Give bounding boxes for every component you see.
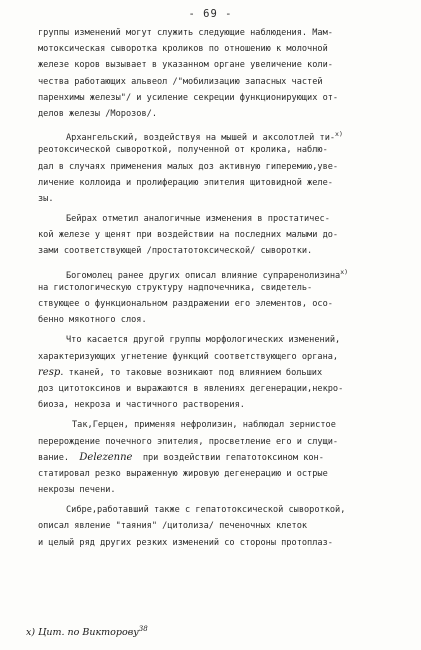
text-line: личение коллоида и пролиферацию эпителия щитовидной желе- <box>38 177 333 188</box>
text-line: Так,Герцен, применяя нефролизин, наблюдал зернистое <box>72 420 336 431</box>
text-line: делов железы /Морозов/. <box>38 108 157 119</box>
footnote-text: х) Цит. по Викторову <box>26 627 139 639</box>
text-line: некрозы печени. <box>38 485 116 496</box>
text-line: дал в случаях применения малых доз активную гиперемию,уве- <box>38 161 339 172</box>
text-line: доз цитотоксинов и выражаются в явлениях дегенерации,некро- <box>38 383 344 394</box>
text-line: зы. <box>38 193 54 204</box>
text-line: биоза, некроза и частичного растворения. <box>38 400 245 411</box>
text-line: бенно мякотного слоя. <box>38 315 147 326</box>
handwritten-resp: resp. <box>38 366 64 378</box>
text-line: паренхимы железы"/ и усиление секреции функционирующих от- <box>38 92 339 103</box>
footnote-number: 38 <box>138 625 148 633</box>
text-line: Сибре,работавший также с гепатотоксической сывороткой, <box>66 505 346 516</box>
text-line: зами соответствующей /простатотоксической/ сыворотки. <box>38 246 313 257</box>
body-text <box>38 25 388 551</box>
text-line <box>38 264 388 280</box>
text-line: статировал резко выраженную жировую дегенерацию и острые <box>38 468 328 479</box>
text-line: мотоксическая сыворотка кроликов по отношению к молочной <box>38 44 328 55</box>
text-line: характеризующих угнетение функций соответствующего органа, <box>38 351 339 362</box>
text-line: группы изменений могут служить следующие наблюдения. Мам- <box>38 28 333 38</box>
text-line: Что касается другой группы морфологических изменений, <box>66 335 341 346</box>
text-line <box>38 365 388 381</box>
text-line <box>38 126 388 142</box>
text-line: кой железе у щенят при воздействии на последних малыми до- <box>38 230 339 241</box>
text-line: описал явление "таяния" /цитолиза/ печеночных клеток <box>38 521 308 532</box>
text-line-part: тканей, то таковые возникают под влиянием больших <box>68 367 323 378</box>
footnote <box>26 625 148 638</box>
handwritten-delezenne: Delezenne <box>79 451 133 463</box>
text-line-part: при воздействии гепатотоксином кон- <box>142 452 324 463</box>
footnote-marker: х) <box>340 267 349 276</box>
text-line <box>38 450 388 466</box>
text-line: железе коров вызывает в указанном органе увеличение коли- <box>38 60 333 71</box>
text-line: реотоксической сывороткой, полученной от кролика, наблю- <box>38 145 328 156</box>
text-line-part: Архангельский, воздействуя на мышей и аксолотлей ти- <box>66 132 336 143</box>
text-line: Бейрах отметил аналогичные изменения в простатичес- <box>66 214 330 225</box>
page-number: - 69 - <box>188 8 233 20</box>
footnote-marker: х) <box>335 130 343 139</box>
text-line: чества работающих альвеол /"мобилизацию запасных частей <box>38 76 323 87</box>
text-line-part: Богомолец ранее других описал влияние супраренолизина <box>66 270 341 281</box>
text-line-part: вание. <box>38 452 70 463</box>
text-line: и целый ряд других резких изменений со стороны протоплаз- <box>38 537 333 548</box>
text-line: ствующее о функциональном раздражении его элементов, осо- <box>38 299 333 309</box>
text-line: на гистологическую структуру надпочечника, свидетель- <box>38 282 313 293</box>
text-line: перерождение почечного эпителия, просветление его и слущи- <box>38 436 339 447</box>
